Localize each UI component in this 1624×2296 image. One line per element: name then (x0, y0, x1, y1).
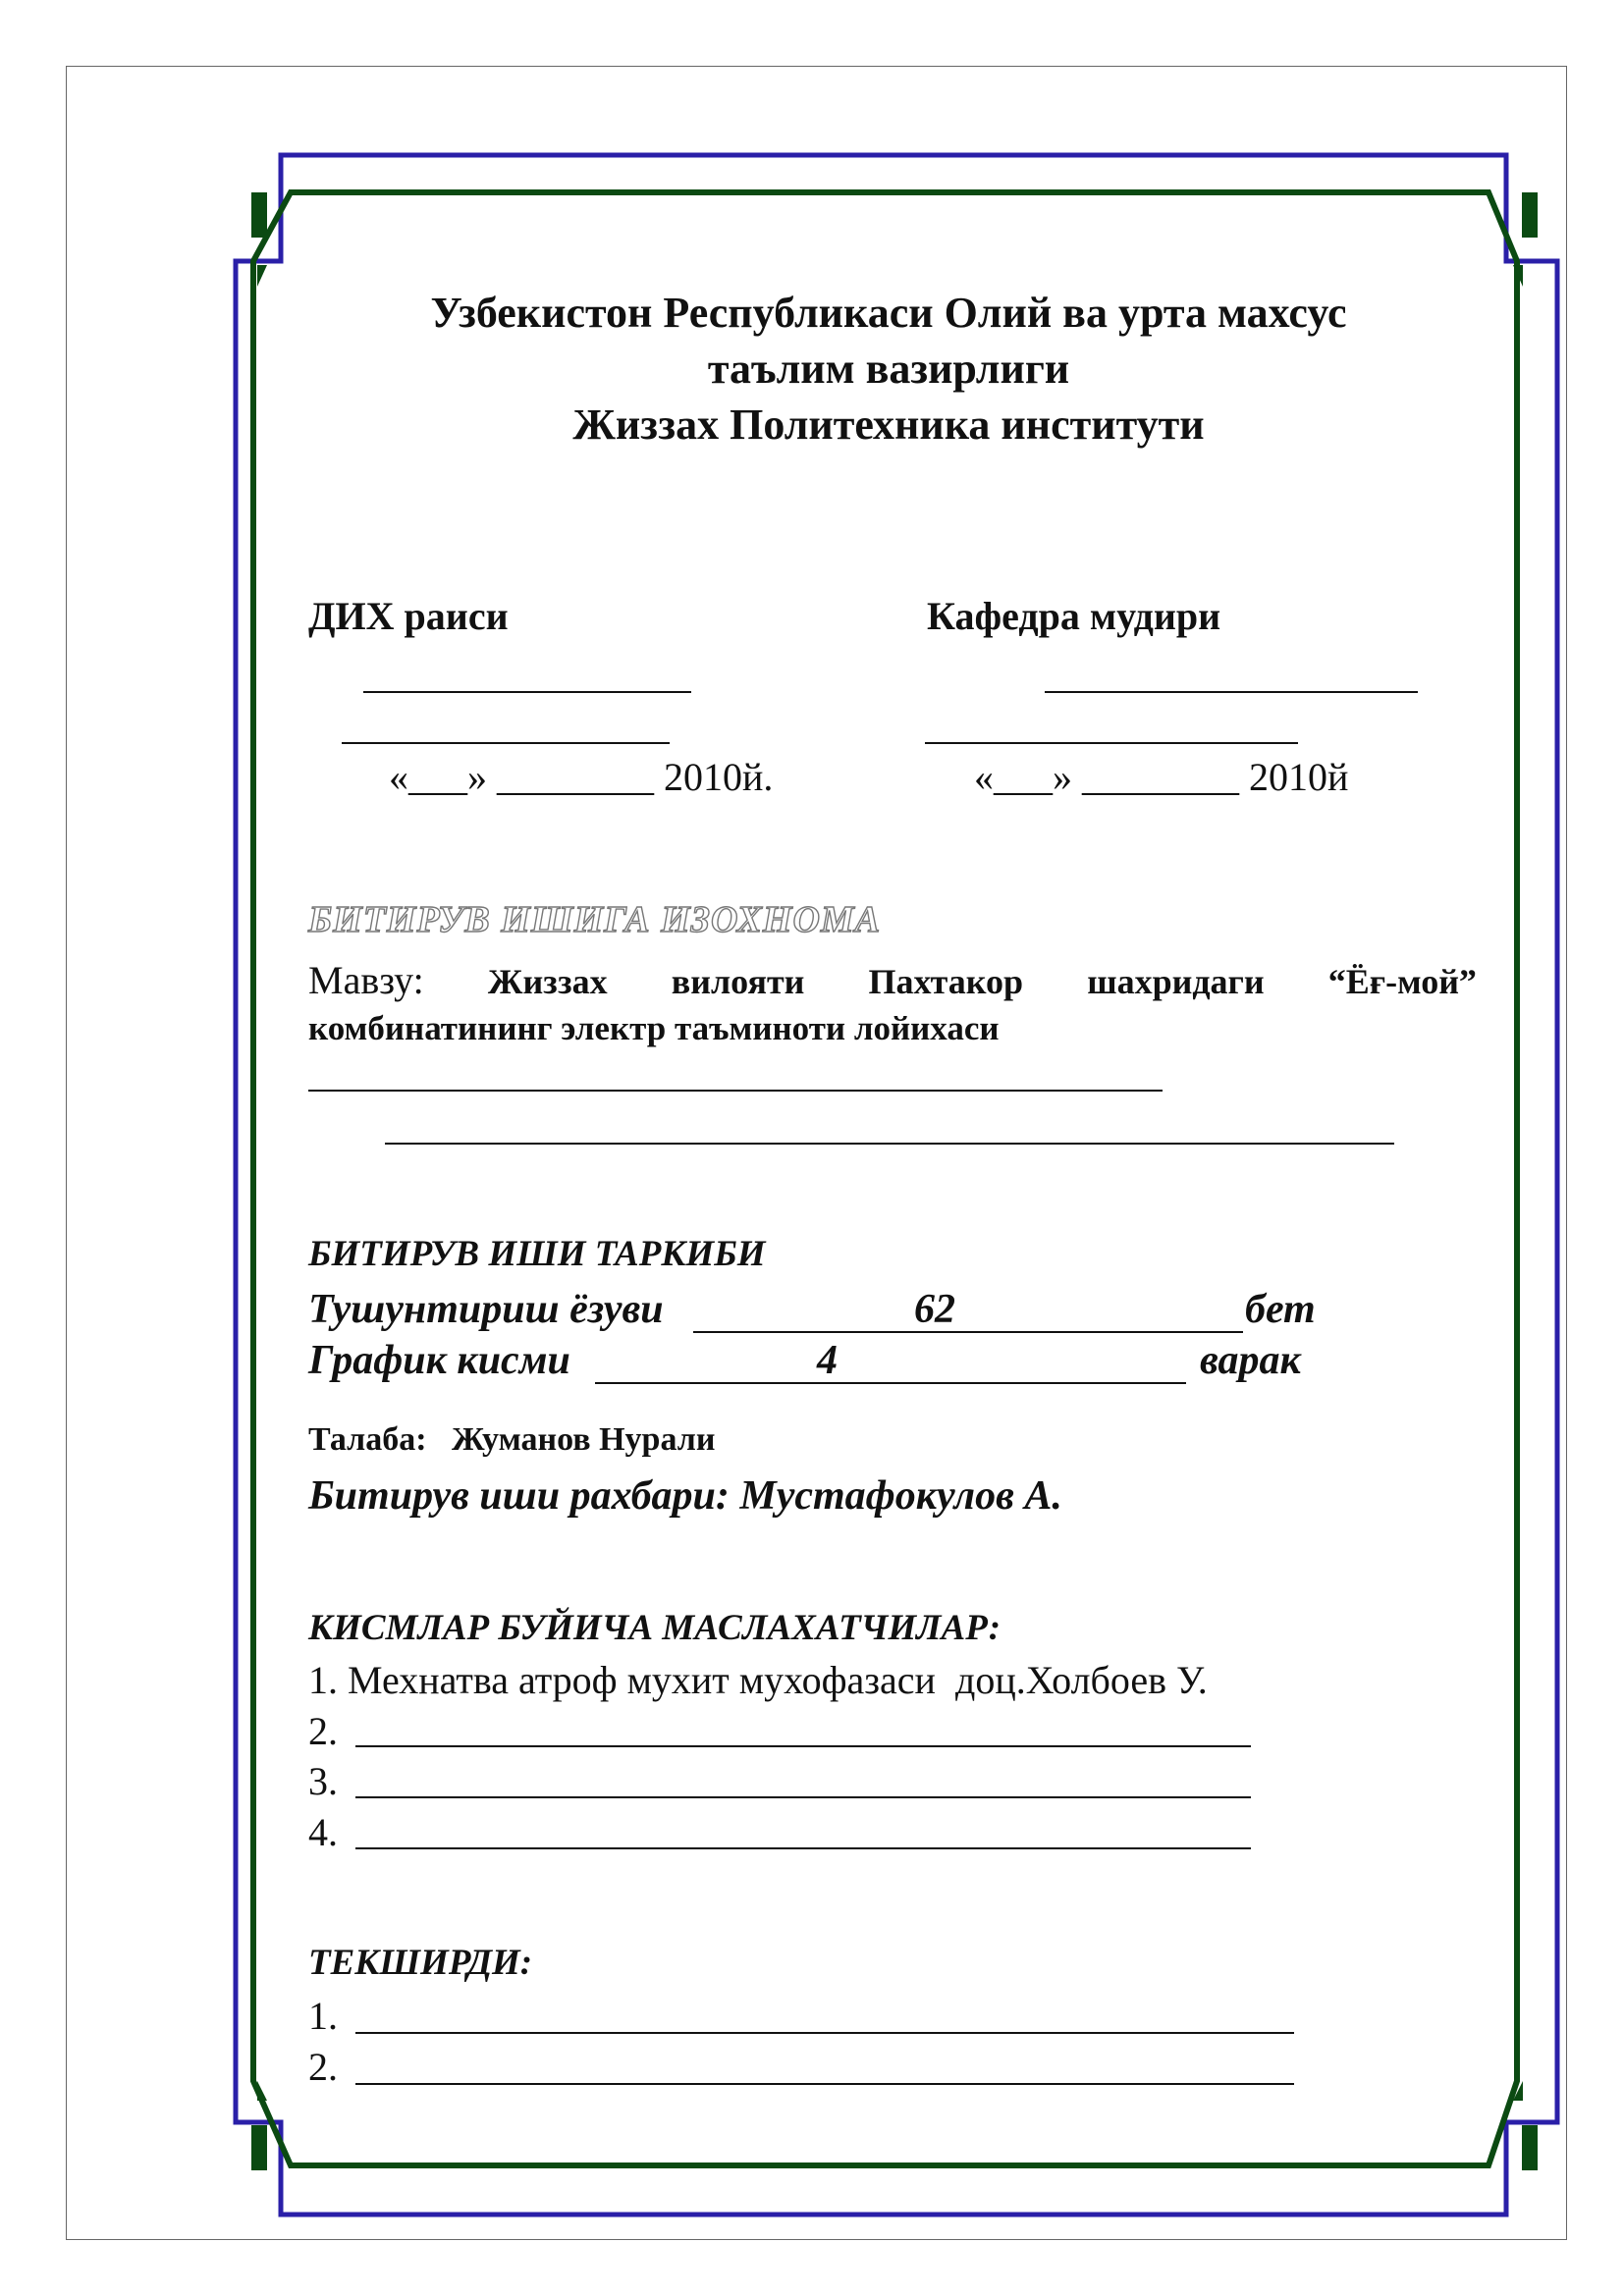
graphic-unit: варак (1200, 1338, 1301, 1383)
explanatory-unit: бет (1245, 1287, 1316, 1332)
topic-word-4: шахридаги (1087, 962, 1265, 1001)
ministry-line2: таълим вазирлиги (707, 345, 1070, 393)
explanatory-line (693, 1331, 1243, 1333)
student-label: Талаба: (308, 1421, 427, 1458)
consultant-line-3 (355, 1796, 1251, 1798)
graphic-sheets: 4 (817, 1338, 838, 1383)
reviewer-number-1: 1. (308, 1994, 338, 2038)
graphic-line (595, 1382, 1186, 1384)
department-head-name-line (925, 742, 1298, 744)
ministry-line1: Узбекистон Республикаси Олий ва урта махсус (430, 289, 1347, 337)
supervisor: Битирув иши рахбари: Мустафокулов А. (308, 1473, 1062, 1519)
explanatory-label: Тушунтириш ёзуви (308, 1287, 664, 1332)
topic-word-5: “Ёғ-мой” (1327, 962, 1477, 1001)
consultant-number-2: 2. (308, 1709, 338, 1753)
consultants-heading: КИСМЛАР БУЙИЧА МАСЛАХАТЧИЛАР: (308, 1608, 1001, 1648)
topic-blank-line-1 (308, 1090, 1163, 1092)
graphic-label: График кисми (308, 1338, 570, 1383)
reviewer-line-2 (355, 2083, 1294, 2085)
consultant-line-2 (355, 1745, 1251, 1747)
explanatory-pages: 62 (914, 1287, 955, 1332)
topic-block (308, 957, 1477, 1052)
department-head-signature-line (1045, 691, 1418, 693)
student-name: Жуманов Нурали (452, 1421, 716, 1458)
composition-heading: БИТИРУВ ИШИ ТАРКИБИ (308, 1234, 766, 1274)
reviewed-heading: ТЕКШИРДИ: (308, 1943, 533, 1983)
chairman-name-line (342, 742, 670, 744)
consultant-line-4 (355, 1847, 1251, 1849)
reviewer-line-1 (355, 2032, 1294, 2034)
consultant-item-1: 1. Мехнатва атроф мухит мухофазаси доц.Холбоев У. (308, 1658, 1208, 1702)
topic-label: Мавзу: (308, 958, 424, 1002)
department-head-title: Кафедра мудири (927, 594, 1221, 638)
reviewer-number-2: 2. (308, 2045, 338, 2089)
topic-line2: комбинатининг электр таъминоти лойихаси (308, 1009, 1000, 1047)
topic-word-2: вилояти (671, 962, 805, 1001)
chairman-title: ДИХ раиси (308, 594, 509, 638)
chairman-date: «___» ________ 2010й. (389, 755, 774, 799)
consultant-number-3: 3. (308, 1759, 338, 1803)
topic-blank-line-2 (385, 1143, 1394, 1145)
topic-word-1: Жиззах (487, 962, 608, 1001)
topic-word-3: Пахтакор (868, 962, 1024, 1001)
consultant-number-4: 4. (308, 1810, 338, 1854)
institute-name: Жиззах Политехника институти (572, 400, 1205, 449)
document-title: БИТИРУВ ИШИГА ИЗОХНОМА (308, 899, 882, 940)
chairman-signature-line (363, 691, 691, 693)
department-head-date: «___» ________ 2010й (974, 755, 1349, 799)
